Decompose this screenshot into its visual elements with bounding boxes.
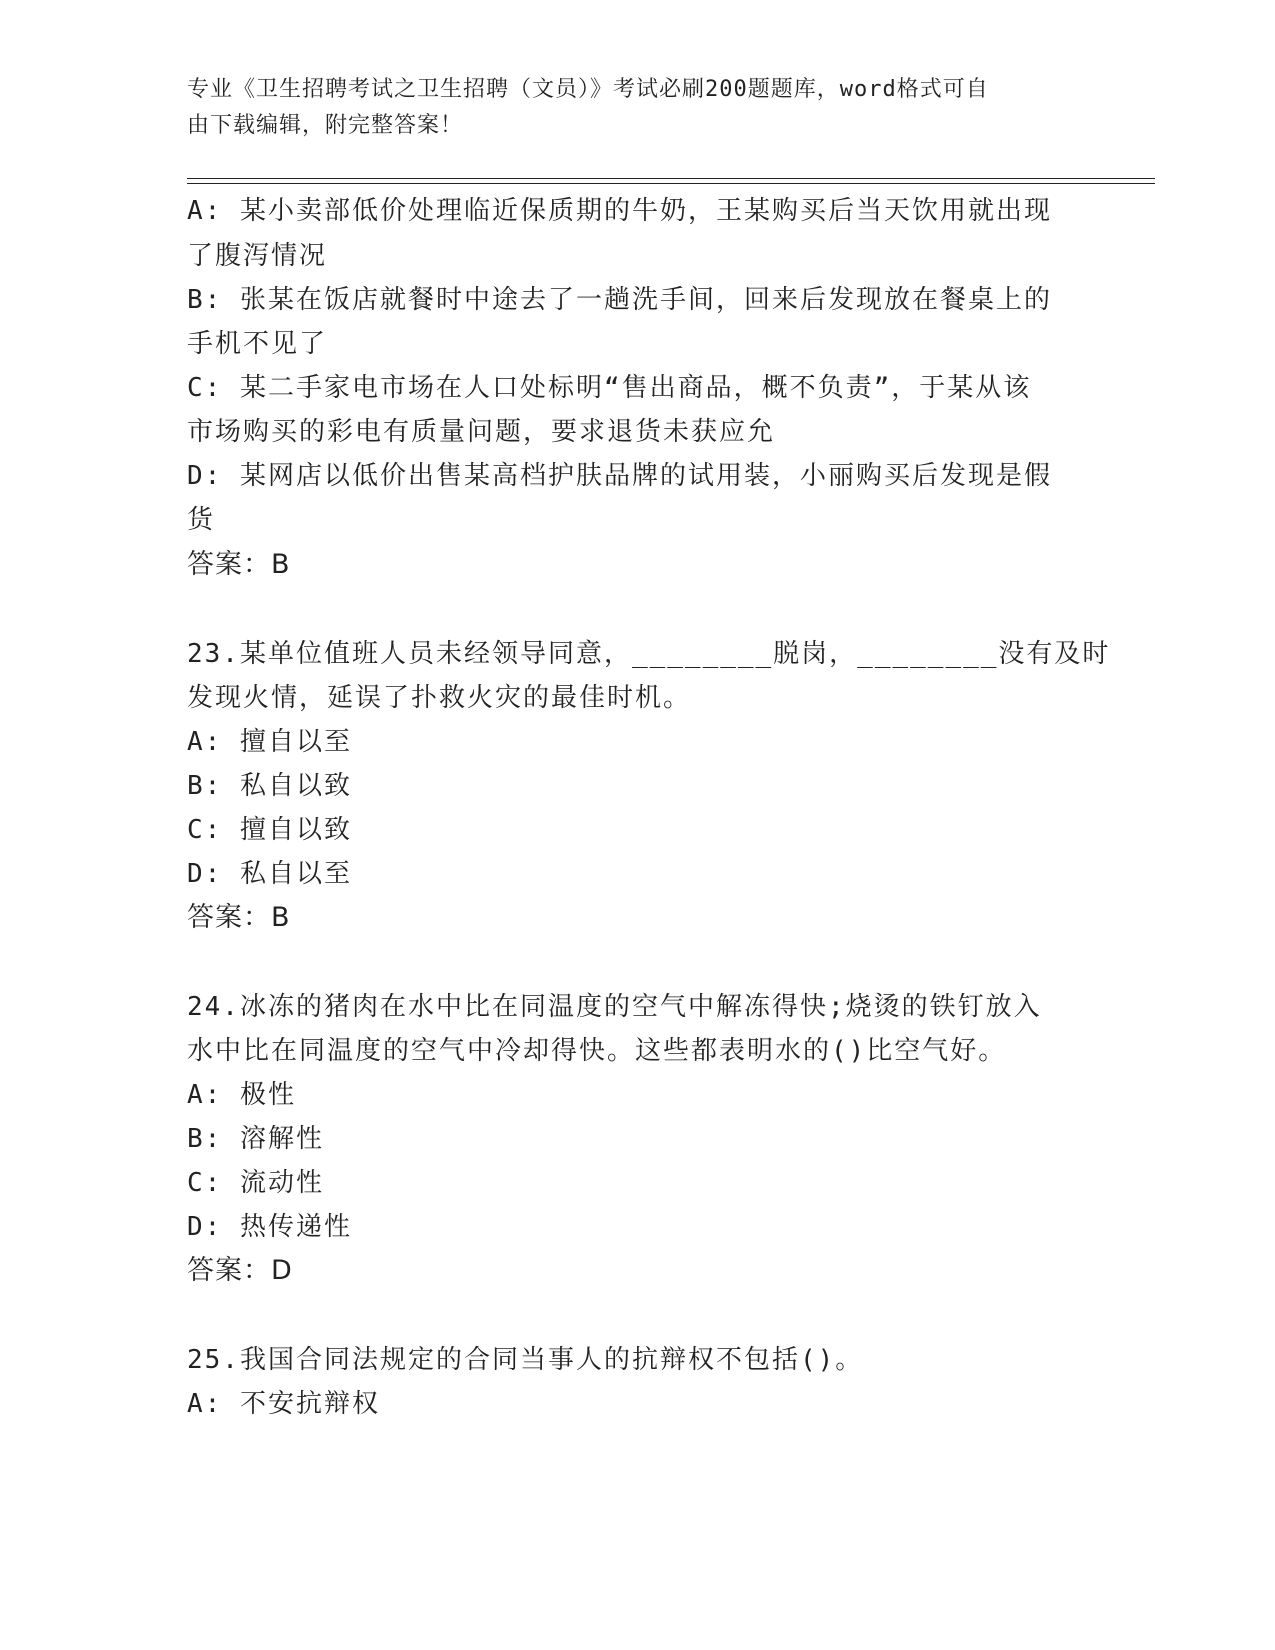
q24-stem-line-1: 24.冰冻的猪肉在水中比在同温度的空气中解冻得快;烧烫的铁钉放入 <box>187 992 1042 1022</box>
header-line-1: 专业《卫生招聘考试之卫生招聘（文员）》考试必刷200题题库，word格式可自 <box>187 77 989 102</box>
q23-option-b: B: 私自以致 <box>187 771 352 801</box>
q25-stem-line-1: 25.我国合同法规定的合同当事人的抗辩权不包括()。 <box>187 1345 864 1375</box>
q23-stem-line-1: 23.某单位值班人员未经领导同意，________脱岗，________没有及时 <box>187 639 1111 669</box>
q25-option-a: A: 不安抗辩权 <box>187 1389 380 1419</box>
q24-option-c: C: 流动性 <box>187 1168 324 1198</box>
q22-option-d-line-1: D: 某网店以低价出售某高档护肤品牌的试用装，小丽购买后发现是假 <box>187 461 1052 491</box>
q22-answer: 答案：B <box>187 549 291 580</box>
q24-option-d: D: 热传递性 <box>187 1212 352 1242</box>
document-header <box>187 72 1067 144</box>
header-divider-bottom <box>187 183 1155 184</box>
q22-option-c-line-1: C: 某二手家电市场在人口处标明“售出商品，概不负责”，于某从该 <box>187 373 1032 403</box>
header-line-2: 由下载编辑，附完整答案！ <box>187 113 464 138</box>
q22-option-a-line-1: A: 某小卖部低价处理临近保质期的牛奶，王某购买后当天饮用就出现 <box>187 196 1052 226</box>
q23-option-c: C: 擅自以致 <box>187 815 352 845</box>
q22-option-b-line-2: 手机不见了 <box>187 329 328 359</box>
q22-option-a-line-2: 了腹泻情况 <box>187 241 328 271</box>
q23-answer: 答案：B <box>187 902 291 933</box>
q23-stem-line-2: 发现火情，延误了扑救火灾的最佳时机。 <box>187 683 692 713</box>
q23-option-a: A: 擅自以至 <box>187 727 352 757</box>
q22-option-c-line-2: 市场购买的彩电有质量问题，要求退货未获应允 <box>187 417 776 447</box>
q24-stem-line-2: 水中比在同温度的空气中冷却得快。这些都表明水的()比空气好。 <box>187 1036 1007 1066</box>
q22-option-b-line-1: B: 张某在饭店就餐时中途去了一趟洗手间，回来后发现放在餐桌上的 <box>187 285 1052 315</box>
q23-option-d: D: 私自以至 <box>187 859 352 889</box>
q24-option-a: A: 极性 <box>187 1080 296 1110</box>
q24-option-b: B: 溶解性 <box>187 1124 324 1154</box>
header-divider-top <box>187 178 1155 179</box>
q24-answer: 答案：D <box>187 1255 293 1286</box>
q22-option-d-line-2: 货 <box>187 505 216 535</box>
